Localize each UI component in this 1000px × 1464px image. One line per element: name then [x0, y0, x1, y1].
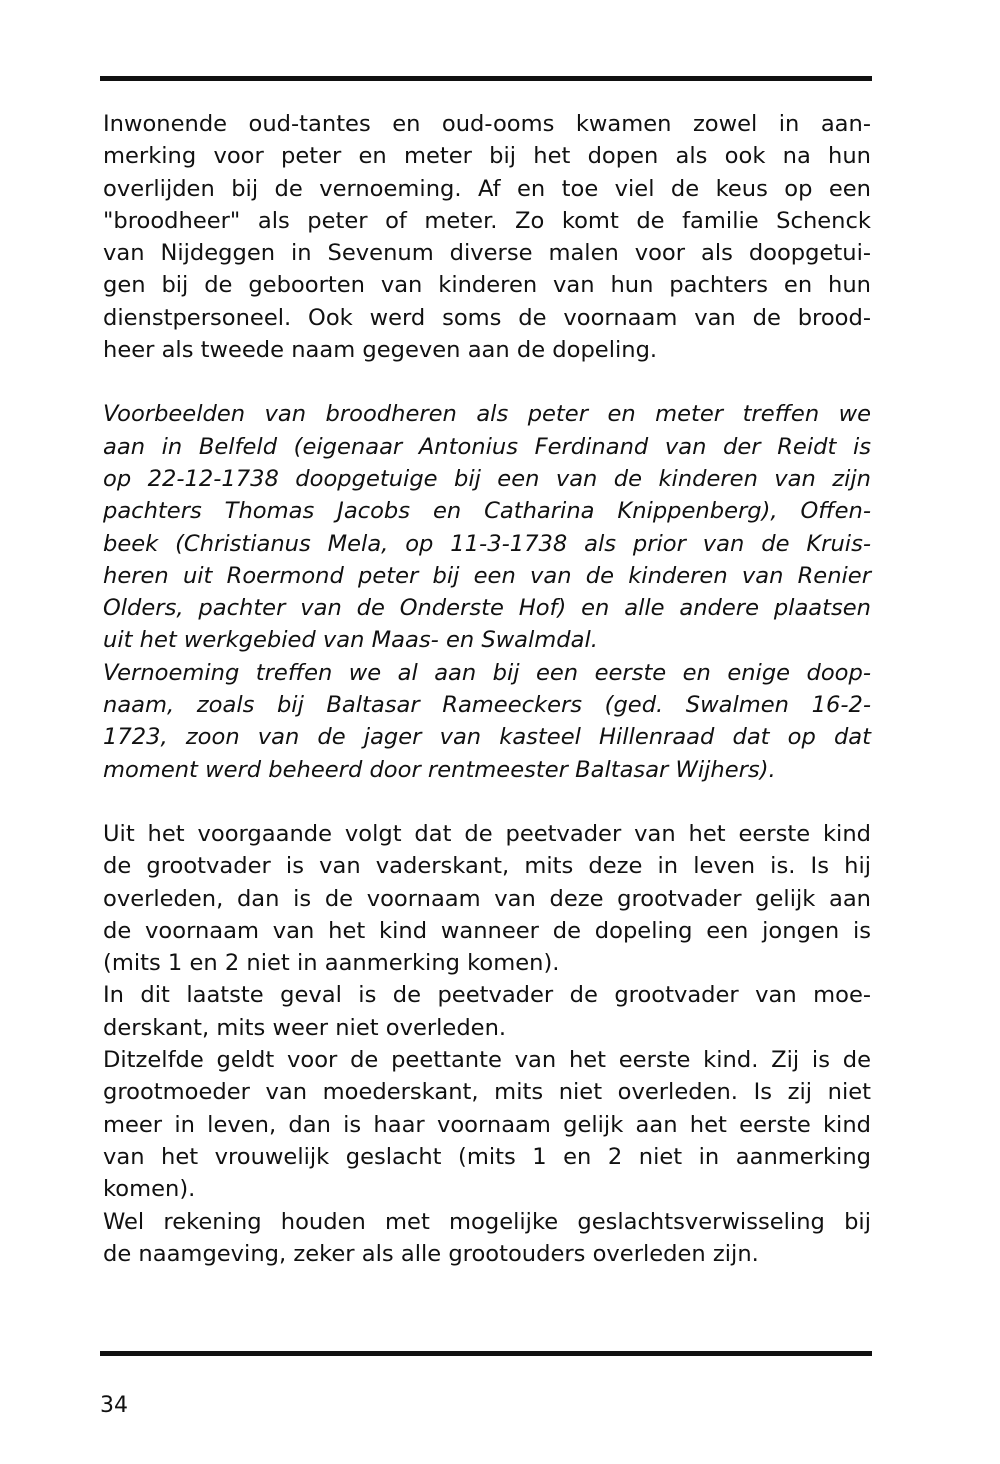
text-line: de naamgeving, zeker als alle grootouders overleden zijn.: [103, 1240, 759, 1267]
text-line: naam, zoals bij Baltasar Rameeckers (ged. Swalmen 16-2-: [103, 692, 871, 719]
text-line: uit het werkgebied van Maas- en Swalmdal.: [103, 627, 598, 654]
text-line: overleden, dan is de voornaam van deze grootvader gelijk aan: [103, 885, 871, 912]
text-line: pachters Thomas Jacobs en Catharina Knippenberg), Offen-: [103, 498, 871, 525]
text-line: Uit het voorgaande volgt dat de peetvader van het eerste kind: [103, 820, 871, 847]
top-rule: [100, 76, 872, 81]
text-line: Inwonende oud-tantes en oud-ooms kwamen zowel in aan-: [103, 111, 871, 137]
text-line: beek (Christianus Mela, op 11-3-1738 als prior van de Kruis-: [103, 530, 871, 557]
text-line: meer in leven, dan is haar voornaam gelijk aan het eerste kind: [103, 1111, 871, 1138]
text-line: de grootvader is van vaderskant, mits deze in leven is. Is hij: [103, 853, 871, 880]
text-line: op 22-12-1738 doopgetuige bij een van de kinderen van zijn: [103, 465, 871, 492]
paragraph-godfather-rule: [103, 818, 871, 979]
text-line: overlijden bij de vernoeming. Af en toe viel de keus op een: [103, 175, 871, 202]
text-line: heer als tweede naam gegeven aan de dopeling.: [103, 337, 658, 364]
paragraph-gender-note: [103, 1206, 871, 1271]
text-line: Wel rekening houden met mogelijke geslachtsverwisseling bij: [103, 1208, 871, 1235]
text-line: "broodheer" als peter of meter. Zo komt de familie Schenck: [103, 207, 871, 234]
text-line: moment werd beheerd door rentmeester Baltasar Wijhers).: [103, 756, 776, 783]
text-line: komen).: [103, 1176, 196, 1203]
text-line: derskant, mits weer niet overleden.: [103, 1014, 507, 1041]
text-line: Olders, pachter van de Onderste Hof) en alle andere plaatsen: [103, 595, 871, 622]
text-line: merking voor peter en meter bij het dopen als ook na hun: [103, 143, 871, 170]
text-line: van het vrouwelijk geslacht (mits 1 en 2 niet in aanmerking: [103, 1143, 871, 1170]
text-line: Voorbeelden van broodheren als peter en meter treffen we: [103, 401, 871, 428]
text-line: Vernoeming treffen we al aan bij een eerste en enige doop-: [103, 659, 871, 686]
text-line: de voornaam van het kind wanneer de dopeling een jongen is: [103, 917, 871, 944]
paragraph-godmother-rule: [103, 1044, 871, 1205]
text-line: aan in Belfeld (eigenaar Antonius Ferdinand van der Reidt is: [103, 433, 871, 460]
paragraph-examples-broodheren: [103, 398, 871, 656]
page-body: [103, 108, 871, 1270]
paragraph-godfather-maternal: [103, 979, 871, 1044]
paragraph-godparents: [103, 108, 871, 366]
text-line: 1723, zoon van de jager van kasteel Hillenraad dat op dat: [103, 724, 871, 751]
text-line: In dit laatste geval is de peetvader de grootvader van moe-: [103, 982, 871, 1009]
text-line: (mits 1 en 2 niet in aanmerking komen).: [103, 950, 560, 977]
text-line: grootmoeder van moederskant, mits niet overleden. Is zij niet: [103, 1079, 871, 1106]
text-line: dienstpersoneel. Ook werd soms de voornaam van de brood-: [103, 304, 871, 331]
text-line: heren uit Roermond peter bij een van de kinderen van Renier: [103, 562, 871, 589]
bottom-rule: [100, 1351, 872, 1356]
text-line: Ditzelfde geldt voor de peettante van het eerste kind. Zij is de: [103, 1047, 871, 1074]
paragraph-examples-vernoeming: [103, 657, 871, 786]
text-line: gen bij de geboorten van kinderen van hun pachters en hun: [103, 272, 871, 299]
text-line: van Nijdeggen in Sevenum diverse malen voor als doopgetui-: [103, 240, 871, 267]
page-number: 34: [100, 1393, 128, 1418]
